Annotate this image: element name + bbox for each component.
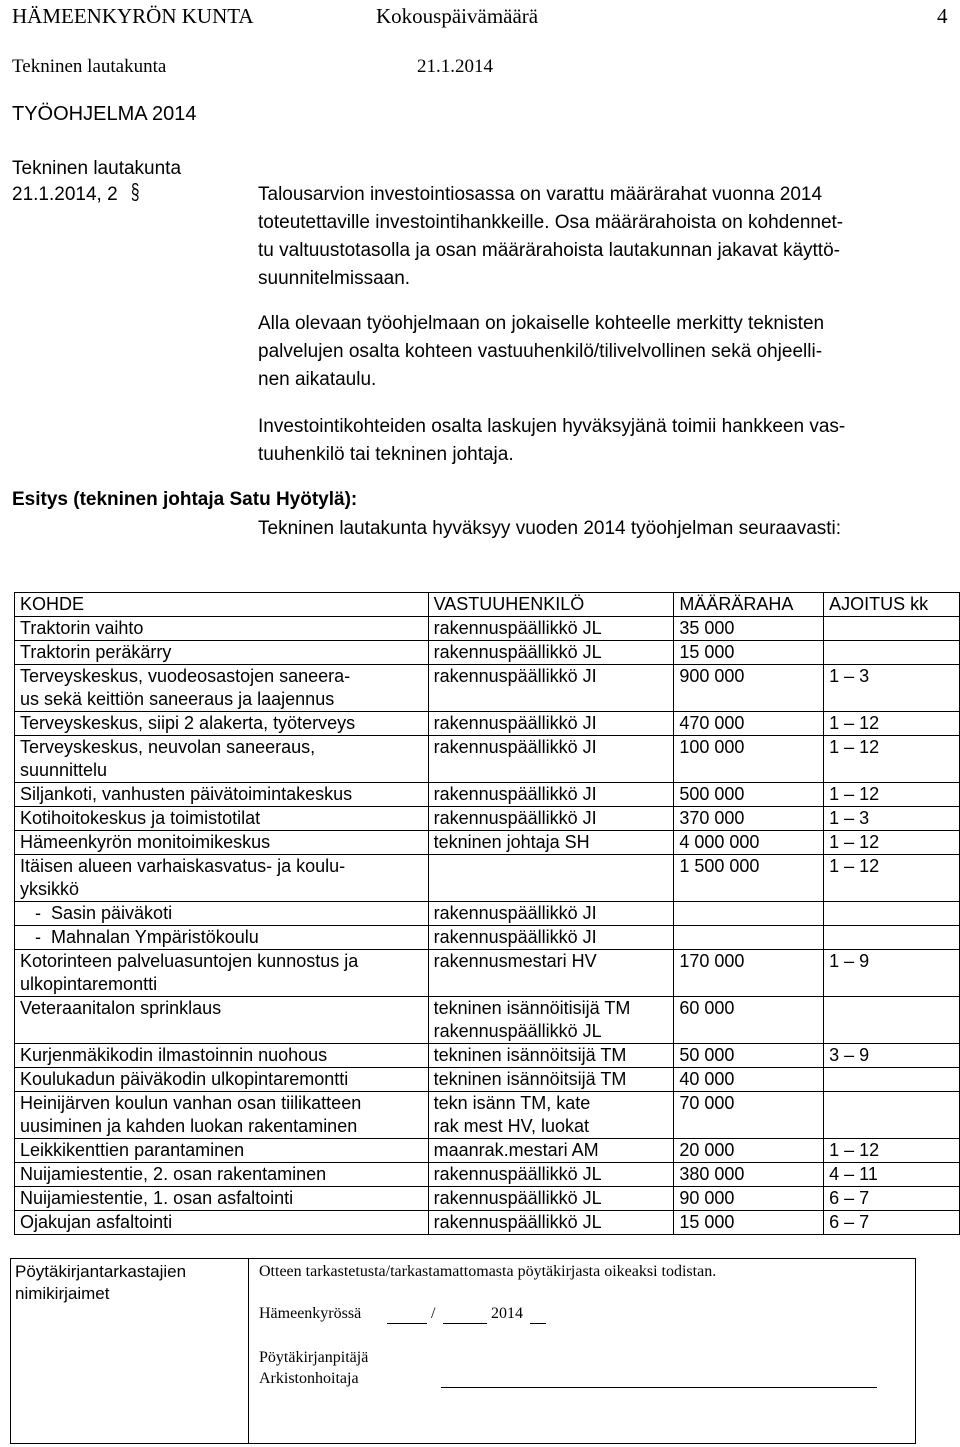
cell-schedule: [824, 902, 960, 926]
cell-budget: 40 000: [674, 1068, 824, 1092]
cell-schedule: 1 – 12: [824, 831, 960, 855]
cell-target: Terveyskeskus, neuvolan saneeraus, suunnittelu: [15, 736, 429, 783]
cell-target: Kurjenmäkikodin ilmastoinnin nuohous: [15, 1044, 429, 1068]
footer-verification: Otteen tarkastetusta/tarkastamattomasta pöytäkirjasta oikeaksi todistan.: [259, 1263, 717, 1280]
cell-target: Heinijärven koulun vanhan osan tiilikatteen uusiminen ja kahden luokan rakentaminen: [15, 1092, 429, 1139]
cell-target: Nuijamiestentie, 2. osan rakentaminen: [15, 1163, 429, 1187]
meeting-board: Tekninen lautakunta: [12, 158, 182, 179]
cell-schedule: [824, 641, 960, 665]
section-sign-icon: §: [130, 179, 140, 204]
table-row: [15, 641, 960, 665]
cell-schedule: [824, 926, 960, 950]
cell-responsible: tekninen isännöitisijä TM rakennuspäällikkö JL: [428, 997, 674, 1044]
cell-responsible: rakennuspäällikkö JL: [428, 641, 674, 665]
cell-schedule: [824, 1092, 960, 1139]
cell-responsible: maanrak.mestari AM: [428, 1139, 674, 1163]
footer-slash: /: [431, 1305, 436, 1322]
cell-responsible: rakennuspäällikkö JI: [428, 736, 674, 783]
cell-budget: 15 000: [674, 641, 824, 665]
paragraph-workplan: Alla olevaan työohjelmaan on jokaiselle kohteelle merkitty teknisten palvelujen osalta kohteen vastuuhenkilö/tilivelvollinen sekä ohjeelli- nen aikataulu.: [258, 313, 825, 390]
table-row: [15, 855, 960, 902]
paragraph-invoices: Investointikohteiden osalta laskujen hyväksyjänä toimii hankkeen vas- tuuhenkilö tai tekninen johtaja.: [258, 416, 846, 465]
meeting-reference: 21.1.2014, 2: [12, 184, 118, 205]
cell-schedule: [824, 617, 960, 641]
cell-schedule: 1 – 12: [824, 712, 960, 736]
cell-target: Veteraanitalon sprinklaus: [15, 997, 429, 1044]
proposal-text: Tekninen lautakunta hyväksyy vuoden 2014 työohjelman seuraavasti:: [258, 518, 842, 539]
cell-budget: 60 000: [674, 997, 824, 1044]
table-row: [15, 807, 960, 831]
cell-responsible: rakennuspäällikkö JI: [428, 665, 674, 712]
cell-schedule: 1 – 12: [824, 736, 960, 783]
cell-responsible: rakennuspäällikkö JI: [428, 902, 674, 926]
cell-budget: 470 000: [674, 712, 824, 736]
cell-responsible: tekninen isännöitsijä TM: [428, 1044, 674, 1068]
cell-target: - Sasin päiväkoti: [15, 902, 429, 926]
cell-budget: 70 000: [674, 1092, 824, 1139]
cell-target: Nuijamiestentie, 1. osan asfaltointi: [15, 1187, 429, 1211]
column-header: KOHDE: [15, 593, 429, 617]
cell-schedule: 4 – 11: [824, 1163, 960, 1187]
cell-schedule: [824, 1068, 960, 1092]
cell-budget: 50 000: [674, 1044, 824, 1068]
cell-budget: 380 000: [674, 1163, 824, 1187]
cell-responsible: tekninen johtaja SH: [428, 831, 674, 855]
cell-budget: 15 000: [674, 1211, 824, 1235]
table-row: [15, 1044, 960, 1068]
table-row: [15, 1211, 960, 1235]
footer-year: 2014: [491, 1305, 523, 1322]
cell-schedule: 6 – 7: [824, 1211, 960, 1235]
table-header-row: [15, 593, 960, 617]
meeting-date: 21.1.2014: [417, 56, 493, 77]
cell-responsible: tekninen isännöitsijä TM: [428, 1068, 674, 1092]
cell-budget: 170 000: [674, 950, 824, 997]
cell-target: Terveyskeskus, siipi 2 alakerta, työterveys: [15, 712, 429, 736]
cell-schedule: 6 – 7: [824, 1187, 960, 1211]
cell-schedule: 1 – 12: [824, 783, 960, 807]
cell-responsible: rakennuspäällikkö JL: [428, 617, 674, 641]
table-row: [15, 1139, 960, 1163]
municipality-name: HÄMEENKYRÖN KUNTA: [12, 4, 254, 28]
table-row: [15, 902, 960, 926]
proposal-heading: Esitys (tekninen johtaja Satu Hyötylä):: [12, 489, 358, 510]
cell-responsible: rakennuspäällikkö JL: [428, 1163, 674, 1187]
board-name: Tekninen lautakunta: [12, 56, 167, 77]
cell-responsible: rakennuspäällikkö JI: [428, 807, 674, 831]
cell-responsible: rakennusmestari HV: [428, 950, 674, 997]
cell-responsible: rakennuspäällikkö JI: [428, 712, 674, 736]
footer-place: Hämeenkyrössä: [259, 1305, 362, 1322]
cell-budget: 100 000: [674, 736, 824, 783]
table-row: [15, 1092, 960, 1139]
table-row: [15, 783, 960, 807]
footer-initials-label: Pöytäkirjantarkastajien nimikirjaimet: [15, 1262, 187, 1303]
document-title: TYÖOHJELMA 2014: [12, 103, 197, 125]
cell-responsible: rakennuspäällikkö JI: [428, 926, 674, 950]
table-row: [15, 1163, 960, 1187]
cell-target: Itäisen alueen varhaiskasvatus- ja koulu- yksikkö: [15, 855, 429, 902]
cell-schedule: [824, 997, 960, 1044]
column-header: MÄÄRÄRAHA: [674, 593, 824, 617]
cell-target: Siljankoti, vanhusten päivätoimintakeskus: [15, 783, 429, 807]
table-row: [15, 1187, 960, 1211]
table-row: [15, 831, 960, 855]
cell-schedule: 1 – 3: [824, 665, 960, 712]
cell-budget: 500 000: [674, 783, 824, 807]
cell-responsible: rakennuspäällikkö JI: [428, 783, 674, 807]
footer-box: [10, 1258, 916, 1444]
cell-budget: 1 500 000: [674, 855, 824, 902]
workplan-table: [14, 592, 960, 1235]
cell-budget: 4 000 000: [674, 831, 824, 855]
cell-target: Terveyskeskus, vuodeosastojen saneera- us sekä keittiön saneeraus ja laajennus: [15, 665, 429, 712]
cell-target: Traktorin peräkärry: [15, 641, 429, 665]
cell-budget: 90 000: [674, 1187, 824, 1211]
paragraph-budget: Talousarvion investointiosassa on varattu määrärahat vuonna 2014 toteutettaville investointihankkeille. Osa määrärahoista on kohdennet- tu valtuustotasolla ja osan määrärahoista lautakunnan jakavat käyttö- suunnitelmissaan.: [258, 184, 844, 289]
table-row: [15, 665, 960, 712]
page-number: 4: [937, 4, 948, 28]
cell-budget: 900 000: [674, 665, 824, 712]
cell-budget: 20 000: [674, 1139, 824, 1163]
footer-keeper-title: Pöytäkirjanpitäjä: [259, 1349, 369, 1366]
cell-target: - Mahnalan Ympäristökoulu: [15, 926, 429, 950]
table-row: [15, 712, 960, 736]
table-row: [15, 950, 960, 997]
cell-budget: [674, 902, 824, 926]
column-header: VASTUUHENKILÖ: [428, 593, 674, 617]
cell-responsible: rakennuspäällikkö JL: [428, 1187, 674, 1211]
cell-target: Hämeenkyrön monitoimikeskus: [15, 831, 429, 855]
table-row: [15, 1068, 960, 1092]
cell-budget: 35 000: [674, 617, 824, 641]
cell-target: Leikkikenttien parantaminen: [15, 1139, 429, 1163]
cell-responsible: [428, 855, 674, 902]
meeting-date-label: Kokouspäivämäärä: [376, 4, 539, 28]
cell-schedule: 3 – 9: [824, 1044, 960, 1068]
cell-target: Kotihoitokeskus ja toimistotilat: [15, 807, 429, 831]
cell-budget: 370 000: [674, 807, 824, 831]
table-row: [15, 617, 960, 641]
cell-schedule: 1 – 12: [824, 855, 960, 902]
cell-target: Kotorinteen palveluasuntojen kunnostus ja ulkopintaremontti: [15, 950, 429, 997]
cell-target: Traktorin vaihto: [15, 617, 429, 641]
cell-target: Ojakujan asfaltointi: [15, 1211, 429, 1235]
table-row: [15, 736, 960, 783]
column-header: AJOITUS kk: [824, 593, 960, 617]
cell-schedule: 1 – 3: [824, 807, 960, 831]
cell-responsible: rakennuspäällikkö JL: [428, 1211, 674, 1235]
cell-budget: [674, 926, 824, 950]
cell-target: Koulukadun päiväkodin ulkopintaremontti: [15, 1068, 429, 1092]
cell-responsible: tekn isänn TM, kate rak mest HV, luokat: [428, 1092, 674, 1139]
table-row: [15, 997, 960, 1044]
table-row: [15, 926, 960, 950]
cell-schedule: 1 – 12: [824, 1139, 960, 1163]
footer-archivist: Arkistonhoitaja: [259, 1370, 359, 1387]
cell-schedule: 1 – 9: [824, 950, 960, 997]
